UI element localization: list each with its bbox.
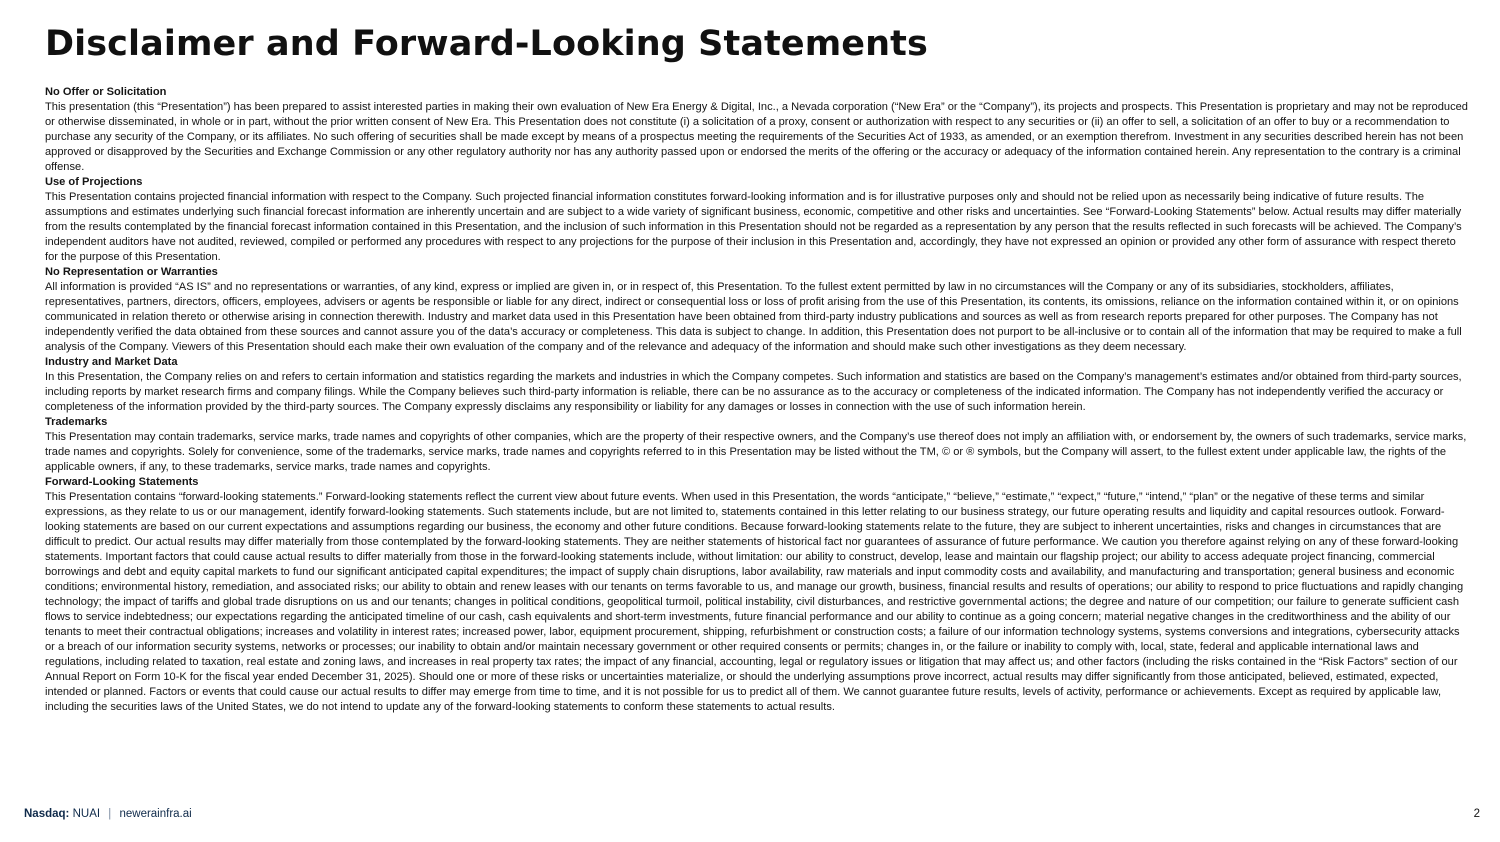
section-body: This Presentation contains projected financial information with respect to the Company. Such projected financial information constitutes forward-looking information and is for illustrative purposes only and should not be relied upon as necessarily being indicative of future results. The assumptions and estimates underlying such financial forecast information are inherently uncertain and are subject to a wide variety of significant business, economic, competitive and other risks and uncertainties. See “Forward-Looking Statements” below. Actual results may differ materially from the results contemplated by the financial forecast information contained in this Presentation, and the inclusion of such information in this Presentation should not be regarded as a representation by any person that the results reflected in such forecasts will be achieved. The Company’s independent auditors have not audited, reviewed, compiled or performed any procedures with respect to any projections for the purpose of their inclusion in this Presentation and, accordingly, they have not expressed an opinion or provided any other form of assurance with respect thereto for the purpose of this Presentation. — [45, 191, 1462, 263]
ticker-symbol: NUAI — [72, 808, 101, 820]
section-heading: Industry and Market Data — [45, 356, 178, 368]
section-heading: No Offer or Solicitation — [45, 86, 167, 98]
footer-separator: | — [108, 808, 112, 820]
section-no-representation — [45, 265, 1469, 355]
page-title: Disclaimer and Forward-Looking Statements — [45, 24, 928, 64]
section-body: In this Presentation, the Company relies on and refers to certain information and statistics regarding the markets and industries in which the Company competes. Such information and statistics are based on the Company’s management’s estimates and/or obtained from third-party sources, including reports by market research firms and company filings. While the Company believes such third-party information is reliable, there can be no assurance as to the accuracy or completeness of the indicated information. The Company has not independently verified the accuracy or completeness of the information provided by the third-party sources. The Company expressly disclaims any responsibility or liability for any damages or losses in connection with the use of such information herein. — [45, 371, 1462, 413]
section-body: This Presentation may contain trademarks, service marks, trade names and copyrights of other companies, which are the property of their respective owners, and the Company’s use thereof does not imply an affiliation with, or endorsement by, the owners of such trademarks, service marks, trade names and copyrights. Solely for convenience, some of the trademarks, service marks, trade names and copyrights referred to in this Presentation may be listed without the TM, © or ® symbols, but the Company will assert, to the fullest extent under applicable law, the rights of the applicable owners, if any, to these trademarks, service marks, trade names and copyrights. — [45, 431, 1467, 473]
section-industry-market-data — [45, 355, 1469, 415]
section-body: All information is provided “AS IS” and no representations or warranties, of any kind, express or implied are given in, or in respect of, this Presentation. To the fullest extent permitted by law in no circumstances will the Company or any of its subsidiaries, stockholders, affiliates, representatives, partners, directors, officers, employees, advisers or agents be responsible or liable for any direct, indirect or consequential loss or loss of profit arising from the use of this Presentation, its contents, its omissions, reliance on the information contained within it, or on opinions communicated in relation thereto or otherwise arising in connection therewith. Industry and market data used in this Presentation have been obtained from third-party industry publications and sources as well as from research reports prepared for other purposes. The Company has not independently verified the data obtained from these sources and cannot assure you of the data’s accuracy or completeness. This data is subject to change. In addition, this Presentation does not purport to be all-inclusive or to contain all of the information that may be required to make a full analysis of the Company. Viewers of this Presentation should each make their own evaluation of the company and of the relevance and adequacy of the information and should make such other investigations as they deem necessary. — [45, 281, 1462, 353]
section-use-of-projections — [45, 175, 1469, 265]
section-heading: No Representation or Warranties — [45, 266, 218, 278]
page-number: 2 — [1473, 808, 1480, 820]
disclaimer-content — [45, 85, 1469, 715]
section-heading: Forward-Looking Statements — [45, 476, 199, 488]
section-heading: Use of Projections — [45, 176, 143, 188]
exchange-label: Nasdaq: — [24, 808, 70, 820]
website-link[interactable]: newerainfra.ai — [119, 808, 192, 820]
footer — [24, 808, 192, 820]
section-no-offer — [45, 85, 1469, 175]
section-body: This Presentation contains “forward-looking statements.” Forward-looking statements reflect the current view about future events. When used in this Presentation, the words “anticipate,” “believe,” “estimate,” “expect,” “future,” “intend,” “plan” or the negative of these terms and similar expressions, as they relate to us or our management, identify forward-looking statements. Such statements include, but are not limited to, statements contained in this letter relating to our business strategy, our future operating results and liquidity and capital resources outlook. Forward-looking statements are based on our current expectations and assumptions regarding our business, the economy and other future conditions. Because forward-looking statements relate to the future, they are subject to inherent uncertainties, risks and changes in circumstances that are difficult to predict. Our actual results may differ materially from those contemplated by the forward-looking statements. They are neither statements of historical fact nor guarantees of assurance of future performance. We caution you therefore against relying on any of these forward-looking statements. Important factors that could cause actual results to differ materially from those in the forward-looking statements include, without limitation: our ability to construct, develop, lease and maintain our flagship project; our ability to access adequate project financing, commercial borrowings and debt and equity capital markets to fund our significant anticipated capital expenditures; the impact of supply chain disruptions, labor availability, raw materials and input commodity costs and availability, and manufacturing and transportation; general business and economic conditions; environmental history, remediation, and associated risks; our ability to obtain and renew leases with our tenants on terms favorable to us, and manage our growth, business, financial results and results of operations; our ability to respond to price fluctuations and rapidly changing technology; the impact of tariffs and global trade disruptions on us and our tenants; changes in political conditions, geopolitical turmoil, political instability, civil disturbances, and restrictive governmental actions; the degree and nature of our competition; our failure to generate sufficient cash flows to service indebtedness; our expectations regarding the anticipated timeline of our cash, cash equivalents and short-term investments, future financial performance and our ability to continue as a going concern; material negative changes in the creditworthiness and the ability of our tenants to meet their contractual obligations; increases and volatility in interest rates; increased power, labor, equipment procurement, shipping, refurbishment or construction costs; a failure of our information technology systems, systems conversions and integrations, cybersecurity attacks or a breach of our information security systems, networks or processes; our inability to obtain and/or maintain necessary government or other required consents or permits; changes in, or the failure or inability to comply with, local, state, federal and applicable international laws and regulations, including related to taxation, real estate and zoning laws, and increases in real property tax rates; the impact of any financial, accounting, legal or regulatory issues or litigation that may affect us; and other factors (including the risks contained in the “Risk Factors” section of our Annual Report on Form 10-K for the fiscal year ended December 31, 2025). Should one or more of these risks or uncertainties materialize, or should the underlying assumptions prove incorrect, actual results may differ significantly from those anticipated, believed, estimated, expected, intended or planned. Factors or events that could cause our actual results to differ may emerge from time to time, and it is not possible for us to predict all of them. We cannot guarantee future results, levels of activity, performance or achievements. Except as required by applicable law, including the securities laws of the United States, we do not intend to update any of the forward-looking statements to conform these statements to actual results. — [45, 491, 1464, 713]
section-trademarks — [45, 415, 1469, 475]
section-body: This presentation (this “Presentation”) has been prepared to assist interested parties in making their own evaluation of New Era Energy & Digital, Inc., a Nevada corporation (“New Era” or the “Company”), its projects and prospects. This Presentation is proprietary and may not be reproduced or otherwise disseminated, in whole or in part, without the prior written consent of New Era. This Presentation does not constitute (i) a solicitation of a proxy, consent or authorization with respect to any securities or (ii) an offer to sell, a solicitation of an offer to buy or a recommendation to purchase any security of the Company, or its affiliates. No such offering of securities shall be made except by means of a prospectus meeting the requirements of the Securities Act of 1933, as amended, or an exemption therefrom. Investment in any securities described herein has not been approved or disapproved by the Securities and Exchange Commission or any other regulatory authority nor has any authority passed upon or endorsed the merits of the offering or the accuracy or adequacy of the information contained herein. Any representation to the contrary is a criminal offense. — [45, 101, 1468, 173]
section-forward-looking — [45, 475, 1469, 715]
section-heading: Trademarks — [45, 416, 108, 428]
